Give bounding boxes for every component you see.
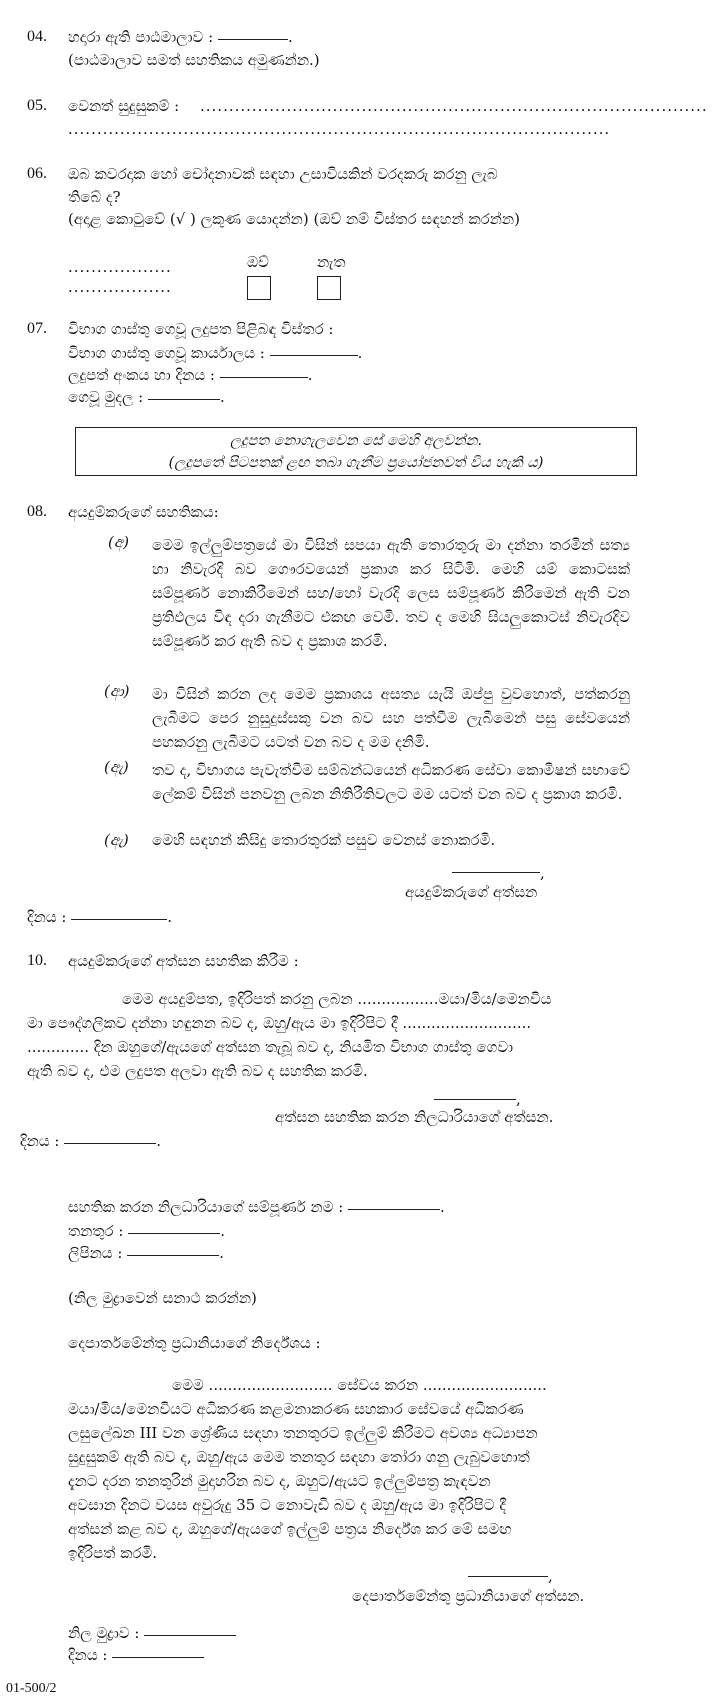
- attestation-line-1: මෙම අයදුම්පත, ඉදිරිපත් කරනු ලබන .................මයා/මිය/මෙනවිය: [122, 990, 552, 1008]
- applicant-signature-line[interactable]: [452, 871, 540, 873]
- applicant-date-row: දිනය : .: [27, 908, 173, 926]
- certifying-officer-signature-label: අත්සන සහතික කරන නිලධාරියාගේ අත්සන.: [275, 1108, 554, 1126]
- signature-comma: ,: [548, 1567, 553, 1585]
- declaration-item-text: මා විසින් කරන ලද මෙම ප්‍රකාශය අසත්‍ය යැයි ඔප්පු වුවහොත්, පත්කරනු ලැබීමට පෙර නුසුදුස්සකු වන බව සහ පත්වීම ලැබීමෙන් පසු සේවයෙන් පහකරනු ලැබීමට යටත් වන බව ද මම දනිමි.: [152, 685, 630, 751]
- officer-name-field[interactable]: [348, 1208, 440, 1210]
- head-of-department-signature-line[interactable]: [468, 1575, 548, 1577]
- amount-paid-label: ගෙවූ මුදල :: [68, 388, 144, 406]
- declaration-item-text: මෙම ඉල්ලුම්පත්‍රයේ මා විසින් සපයා ඇති තොරතුරු මා දන්නා තරමින් සත්‍ය හා නිවැරදි බව ගෞරවයෙන් ප්‍රකාශ කර සිටිමි. මෙහි යම් කොටසක් සම්පූර්ණ නොකිරීමෙන් සහ/හෝ වැරදි ලෙස සම්පූර්ණ කිරීමෙන් ඇති වන ප්‍රතිඵලය විඳ දරා ගැනීමට එකඟ වෙමි. තව ද මෙහි සියලුකොටස් නිවැරදිව සම්පූර්ණ කර ඇති බව ද ප්‍රකාශ කරමි.: [152, 536, 630, 650]
- officer-name-row: සහතික කරන නිලධාරියාගේ සම්පූර්ණ නම : .: [68, 1198, 445, 1216]
- recommendation-line-4: සුදුසුකම් ඇති බව ද, ඔහු/ඇය මෙම තනතුර සඳහා තෝරා ගනු ලැබුවහොත්: [68, 1448, 530, 1466]
- other-qualifications-label: වෙනත් සුදුසුකම් :: [68, 97, 180, 115]
- section-05-number: 05.: [27, 97, 47, 114]
- receipt-details-title: විභාග ගාස්තු ගෙවූ ලදුපත පිළිබඳ විස්තර :: [68, 320, 334, 338]
- recommendation-line-6: අවසාන දිනට වයස අවුරුදු 35 ට නොවැඩි බව ද ඔහු/ඇය මා ඉදිරිපිට දී: [68, 1496, 507, 1514]
- conviction-question-line1: ඔබ කවරදාක හෝ චෝදනාවක් සඳහා උසාවියකින් වරදකරු කරනු ලැබ: [68, 165, 498, 183]
- attestation-date-field[interactable]: [64, 1142, 156, 1144]
- declaration-item-mark: (ඇ): [104, 831, 129, 849]
- section-08-number: 08.: [27, 503, 47, 520]
- applicant-signature-label: අයදුම්කරුගේ අත්සන: [405, 883, 538, 901]
- officer-position-field[interactable]: [128, 1232, 220, 1234]
- section-04-number: 04.: [27, 28, 47, 45]
- seal-field[interactable]: [144, 1634, 236, 1636]
- declaration-item-mark: (ඇ): [104, 758, 129, 776]
- attestation-line-3: ............. දින ඔහුගේ/ඇයගේ අත්සන තැබූ බව ද, නියමිත විභාග ගාස්තු ගෙවා: [27, 1038, 514, 1056]
- attestation-line-2: මා පෞද්ගලිකව දන්නා හඳුනන බව ද, ඔහු/ඇය මා ඉදිරිපිට දී ...........................: [27, 1014, 532, 1032]
- amount-paid-row: ගෙවූ මුදල : .: [68, 388, 225, 406]
- attestation-line-4: ඇති බව ද, එම ලදුපත අලවා ඇති බව ද සහතික කරමි.: [27, 1062, 368, 1080]
- seal-row: [68, 1624, 236, 1642]
- official-seal-instruction: (නිල මුද්‍රාවෙන් සනාථ කරන්න): [68, 1289, 257, 1307]
- recommendation-line-7: අත්සන් කළ බව ද, ඔහුගේ/ඇයගේ ඉල්ලුම් පත්‍රය නිර්දේශ කර මේ සමඟ: [68, 1520, 512, 1538]
- recommendation-line-3: ලසුලේඛන III වන ශ්‍රේණිය සඳහා තනතුරට ඉල්ලුම් කිරීමට අවශ්‍ය අධ්‍යාපන: [68, 1424, 538, 1442]
- receipt-number-row: ලදුපත් අංකය හා දිනය : .: [68, 366, 313, 384]
- recommendation-line-1: මෙම .......................... සේවය කරන ..........................: [172, 1376, 547, 1394]
- receipt-copy-note: (ලදුපතේ පිටපතක් ළඟ තබා ගැනීම ප්‍රයෝජනවත් විය හැකි ය): [168, 455, 544, 471]
- head-of-department-signature-label: දෙපාර්තමේන්තු ප්‍රධානියාගේ අත්සන.: [352, 1587, 585, 1605]
- course-followed-field[interactable]: [218, 38, 288, 40]
- seal-label: නිල මුද්‍රාව :: [68, 1624, 140, 1642]
- applicant-date-field[interactable]: [71, 918, 167, 920]
- officer-address-field[interactable]: [127, 1254, 219, 1256]
- declaration-item-text: මෙහි සඳහන් කිසිදු තොරතුරක් පසුව වෙනස් නොකරමි.: [152, 831, 496, 849]
- certifying-officer-signature-line[interactable]: [434, 1098, 516, 1100]
- fee-office-label: විභාග ගාස්තු ගෙවූ කාර්යාලය :: [68, 344, 265, 362]
- applicant-declaration-title: අයදුම්කරුගේ සහතිකය:: [68, 503, 219, 521]
- course-certificate-hint: (පාඨමාලාව සමත් සහතිකය අමුණන්න.): [68, 51, 320, 69]
- signature-comma: ,: [540, 864, 545, 882]
- recommendation-title: දෙපාර්තමේන්තු ප්‍රධානියාගේ නිර්දේශය :: [68, 1334, 321, 1352]
- officer-address-label: ලිපිනය :: [68, 1244, 123, 1262]
- signature-attestation-title: අයදුම්කරුගේ අත්සන සහතික කිරීම :: [68, 952, 299, 970]
- declaration-item-mark: (ආ): [104, 682, 130, 700]
- officer-position-label: තනතුර :: [68, 1222, 124, 1240]
- other-qualifications-field-2[interactable]: ..............................................................................................: [68, 120, 611, 138]
- declaration-item-mark: (අ): [108, 533, 129, 551]
- amount-paid-field[interactable]: [148, 398, 220, 400]
- other-qualifications-field-1[interactable]: ........................................................................................: [200, 97, 708, 115]
- section-06-number: 06.: [27, 165, 47, 182]
- no-checkbox[interactable]: [317, 276, 341, 300]
- attestation-date-label: දිනය :: [20, 1132, 60, 1150]
- conviction-instruction: (අදාළ කොටුවේ (√ ) ලකුණ යොදන්න) (ඔව් නම් විස්තර සඳහන් කරන්න): [68, 210, 520, 228]
- recommendation-date-row: [68, 1646, 204, 1664]
- declaration-item-text: තව ද, විභාගය පැවැත්වීම සම්බන්ධයෙන් අධිකරණ සේවා කොමිෂන් සභාවේ ලේකම් විසින් පනවනු ලබන නිතිරීතිවලට මම යටත් වන බව ද ප්‍රකාශ කරමි.: [152, 761, 630, 803]
- recommendation-line-2: මයා/මිය/මෙනවියට අධිකරණ කළමනාකරණ සහකාර සේවයේ අධිකරණ: [68, 1400, 524, 1418]
- fee-office-row: විභාග ගාස්තු ගෙවූ කාර්යාලය : .: [68, 344, 363, 362]
- attestation-date-row: දිනය : .: [20, 1132, 162, 1150]
- receipt-paste-instruction: ලදුපත නොගැලවෙන සේ මෙහි අලවන්න.: [229, 433, 483, 449]
- course-followed-label: හදාරා ඇති පාඨමාලාව : .: [68, 28, 293, 46]
- receipt-number-field[interactable]: [220, 376, 308, 378]
- officer-name-label: සහතික කරන නිලධාරියාගේ සම්පූර්ණ නම :: [68, 1198, 344, 1216]
- recommendation-date-field[interactable]: [112, 1656, 204, 1658]
- section-10-number: 10.: [27, 952, 47, 969]
- recommendation-date-label: දිනය :: [68, 1646, 108, 1664]
- recommendation-line-8: ඉදිරිපත් කරමි.: [68, 1544, 158, 1562]
- yes-label: ඔව්: [247, 253, 269, 271]
- signature-comma: ,: [516, 1090, 521, 1108]
- receipt-number-label: ලදුපත් අංකය හා දිනය :: [68, 366, 215, 384]
- receipt-paste-box[interactable]: [75, 427, 637, 476]
- officer-address-row: ලිපිනය : .: [68, 1244, 224, 1262]
- recommendation-line-5: දැනට දරන තනතුරින් මුදාහරින බව ද, ඔහුට/ඇයට ඉල්ලුම්පත්‍ර කැඳවන: [68, 1472, 491, 1490]
- no-label: නැත: [317, 253, 346, 271]
- conviction-question-line2: තිබේ ද?: [68, 188, 121, 206]
- fee-office-field[interactable]: [270, 354, 358, 356]
- applicant-date-label: දිනය :: [27, 908, 67, 926]
- yes-checkbox[interactable]: [247, 276, 271, 300]
- conviction-details-field-2[interactable]: ..................: [68, 278, 172, 296]
- course-followed-label-text: හදාරා ඇති පාඨමාලාව :: [68, 28, 214, 46]
- officer-position-row: තනතුර : .: [68, 1222, 225, 1240]
- conviction-details-field-1[interactable]: ..................: [68, 258, 172, 276]
- section-07-number: 07.: [27, 320, 47, 337]
- form-code: 01-500/2: [6, 1681, 57, 1696]
